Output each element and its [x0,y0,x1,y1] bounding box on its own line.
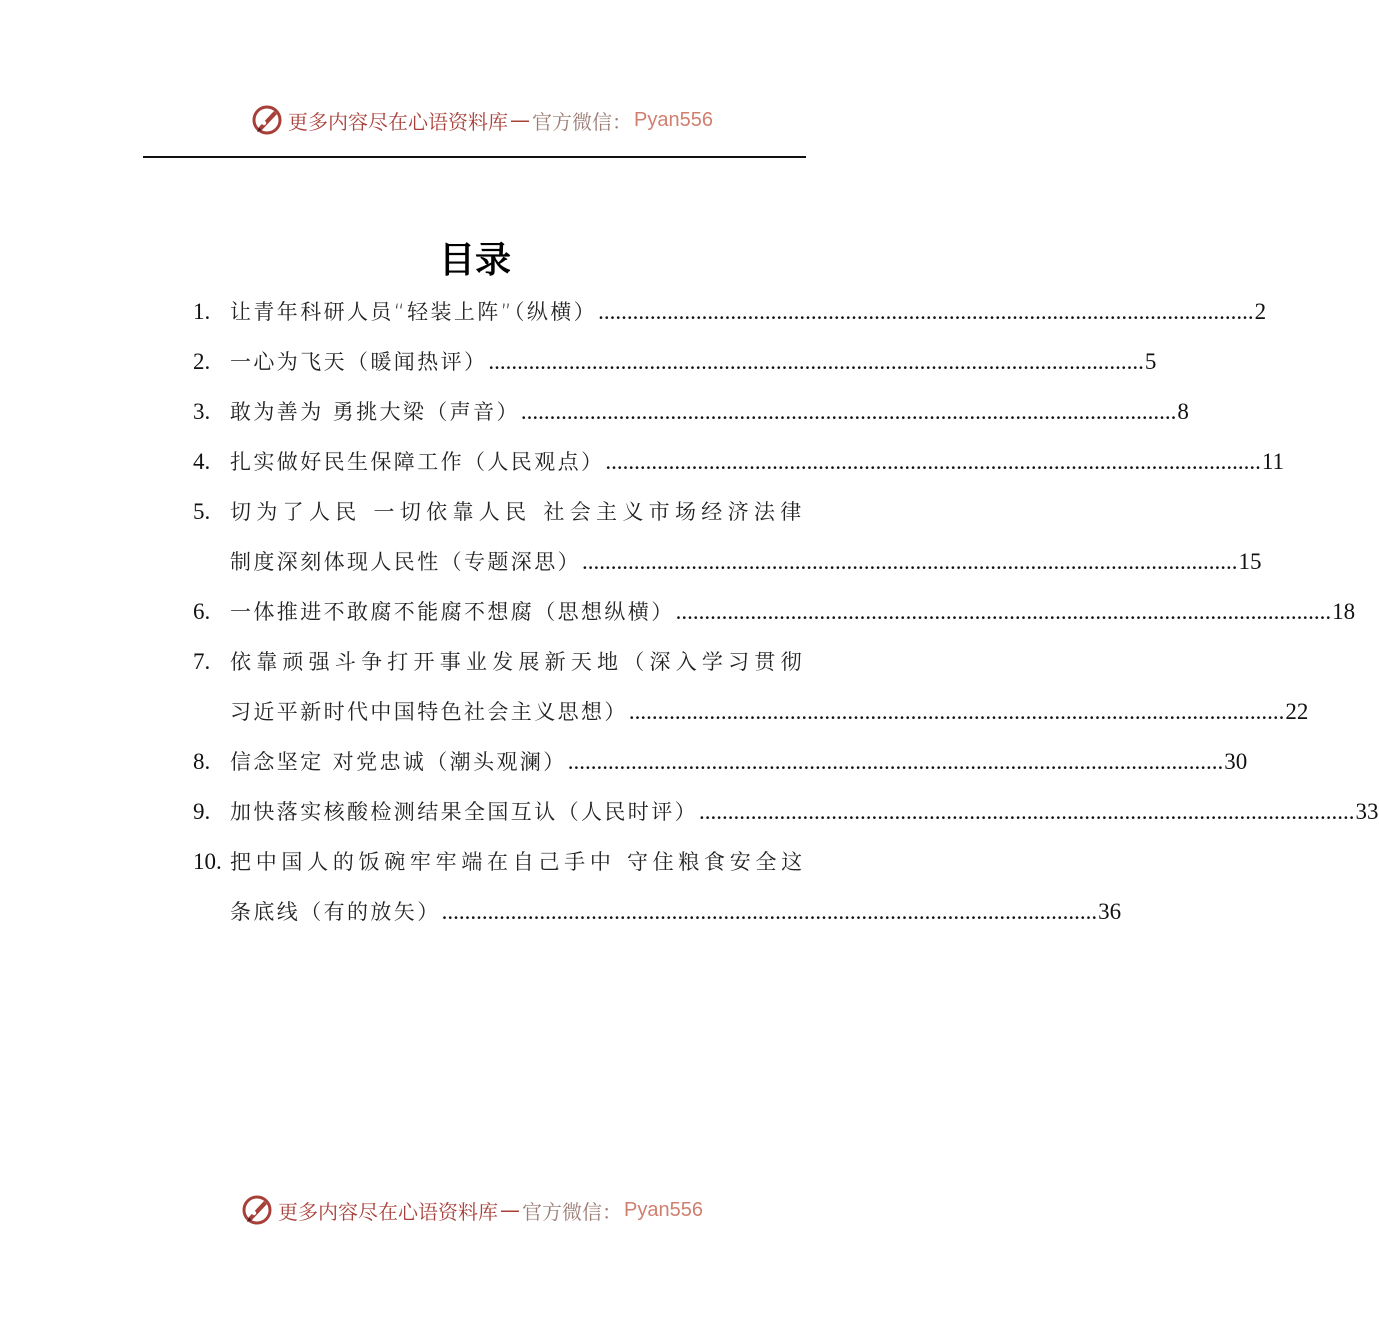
toc-dot-leader: .................................................................................................................. [441,899,1098,924]
toc-entry[interactable] [193,837,807,887]
header-dash: — [510,108,530,132]
toc-dot-leader: .................................................................................................................. [605,449,1261,474]
toc-entry[interactable] [193,887,1122,937]
toc-page-number: 36 [1098,899,1122,924]
toc-entry[interactable] [193,437,1285,487]
toc-entry-title: 习近平新时代中国特色社会主义思想） [230,700,628,724]
toc-entry-number: 3. [193,399,211,424]
toc-page-number: 5 [1144,349,1157,374]
toc-entry-number: 1. [193,299,211,324]
toc-entry-number: 6. [193,599,211,624]
toc-entry-title: 依靠顽强斗争打开事业发展新天地（深入学习贯彻 [230,650,807,674]
toc-entry-title: 加快落实核酸检测结果全国互认（人民时评） [230,800,698,824]
toc-dot-leader: .................................................................................................................. [675,599,1332,624]
toc-entry-number: 7. [193,649,211,674]
toc-page-number: 15 [1238,549,1262,574]
pen-logo-icon [240,1193,274,1227]
toc-list [193,287,1379,937]
toc-page-number: 2 [1254,299,1267,324]
toc-dot-leader: .................................................................................................................. [628,699,1285,724]
footer-wechat-id: Pyan556 [624,1198,703,1221]
header-divider [143,156,806,158]
toc-page-number: 8 [1177,399,1189,424]
toc-entry-title: 敢为善为 勇挑大梁（声音） [230,400,520,424]
toc-entry-number: 9. [193,799,211,824]
toc-entry-title: 制度深刻体现人民性（专题深思） [230,550,581,574]
toc-page-number: 22 [1285,699,1309,724]
toc-dot-leader: .................................................................................................................. [598,299,1254,324]
header-site-text: 更多内容尽在心语资料库 [288,109,508,134]
toc-title: 目录 [438,239,511,281]
toc-page-number: 11 [1261,449,1285,474]
toc-page-number: 30 [1224,749,1248,774]
toc-entry-title: 条底线（有的放矢） [230,900,441,924]
toc-entry-title: 信念坚定 对党忠诚（潮头观澜） [230,750,567,774]
toc-entry-number: 4. [193,449,211,474]
toc-dot-leader: .................................................................................................................. [699,799,1355,824]
footer-dash: — [500,1198,520,1222]
toc-page-number: 33 [1355,799,1379,824]
footer-site-text: 更多内容尽在心语资料库 [278,1199,498,1224]
header-wechat-id: Pyan556 [634,108,713,131]
toc-entry-number: 2. [193,349,211,374]
toc-entry-number: 10. [193,849,222,874]
toc-entry[interactable] [193,487,807,537]
toc-dot-leader: .................................................................................................................. [582,549,1238,574]
toc-entry-title: 一体推进不敢腐不能腐不想腐（思想纵横） [230,600,675,624]
toc-entry-title: 让青年科研人员“轻装上阵”（纵横） [230,300,598,324]
toc-entry-number: 5. [193,499,211,524]
header-banner [250,103,713,137]
toc-page-number: 18 [1332,599,1356,624]
toc-entry[interactable] [193,537,1262,587]
toc-entry[interactable] [193,687,1309,737]
toc-entry[interactable] [193,387,1189,437]
toc-entry[interactable] [193,787,1379,837]
footer-wechat-label: 官方微信： [522,1199,622,1224]
toc-entry-title: 把中国人的饭碗牢牢端在自己手中 守住粮食安全这 [230,850,807,874]
toc-dot-leader: .................................................................................................................. [520,399,1177,424]
toc-entry-title: 扎实做好民生保障工作（人民观点） [230,450,605,474]
toc-dot-leader: .................................................................................................................. [488,349,1144,374]
footer-banner [240,1193,703,1227]
toc-entry-number: 8. [193,749,211,774]
toc-entry[interactable] [193,737,1248,787]
toc-entry[interactable] [193,637,807,687]
pen-logo-icon [250,103,284,137]
header-wechat-label: 官方微信： [532,109,632,134]
toc-entry[interactable] [193,587,1356,637]
toc-entry-title: 切为了人民 一切依靠人民 社会主义市场经济法律 [230,500,807,524]
toc-dot-leader: .................................................................................................................. [567,749,1224,774]
toc-entry[interactable] [193,337,1157,387]
toc-entry-title: 一心为飞天（暖闻热评） [230,350,488,374]
toc-entry[interactable] [193,287,1267,337]
